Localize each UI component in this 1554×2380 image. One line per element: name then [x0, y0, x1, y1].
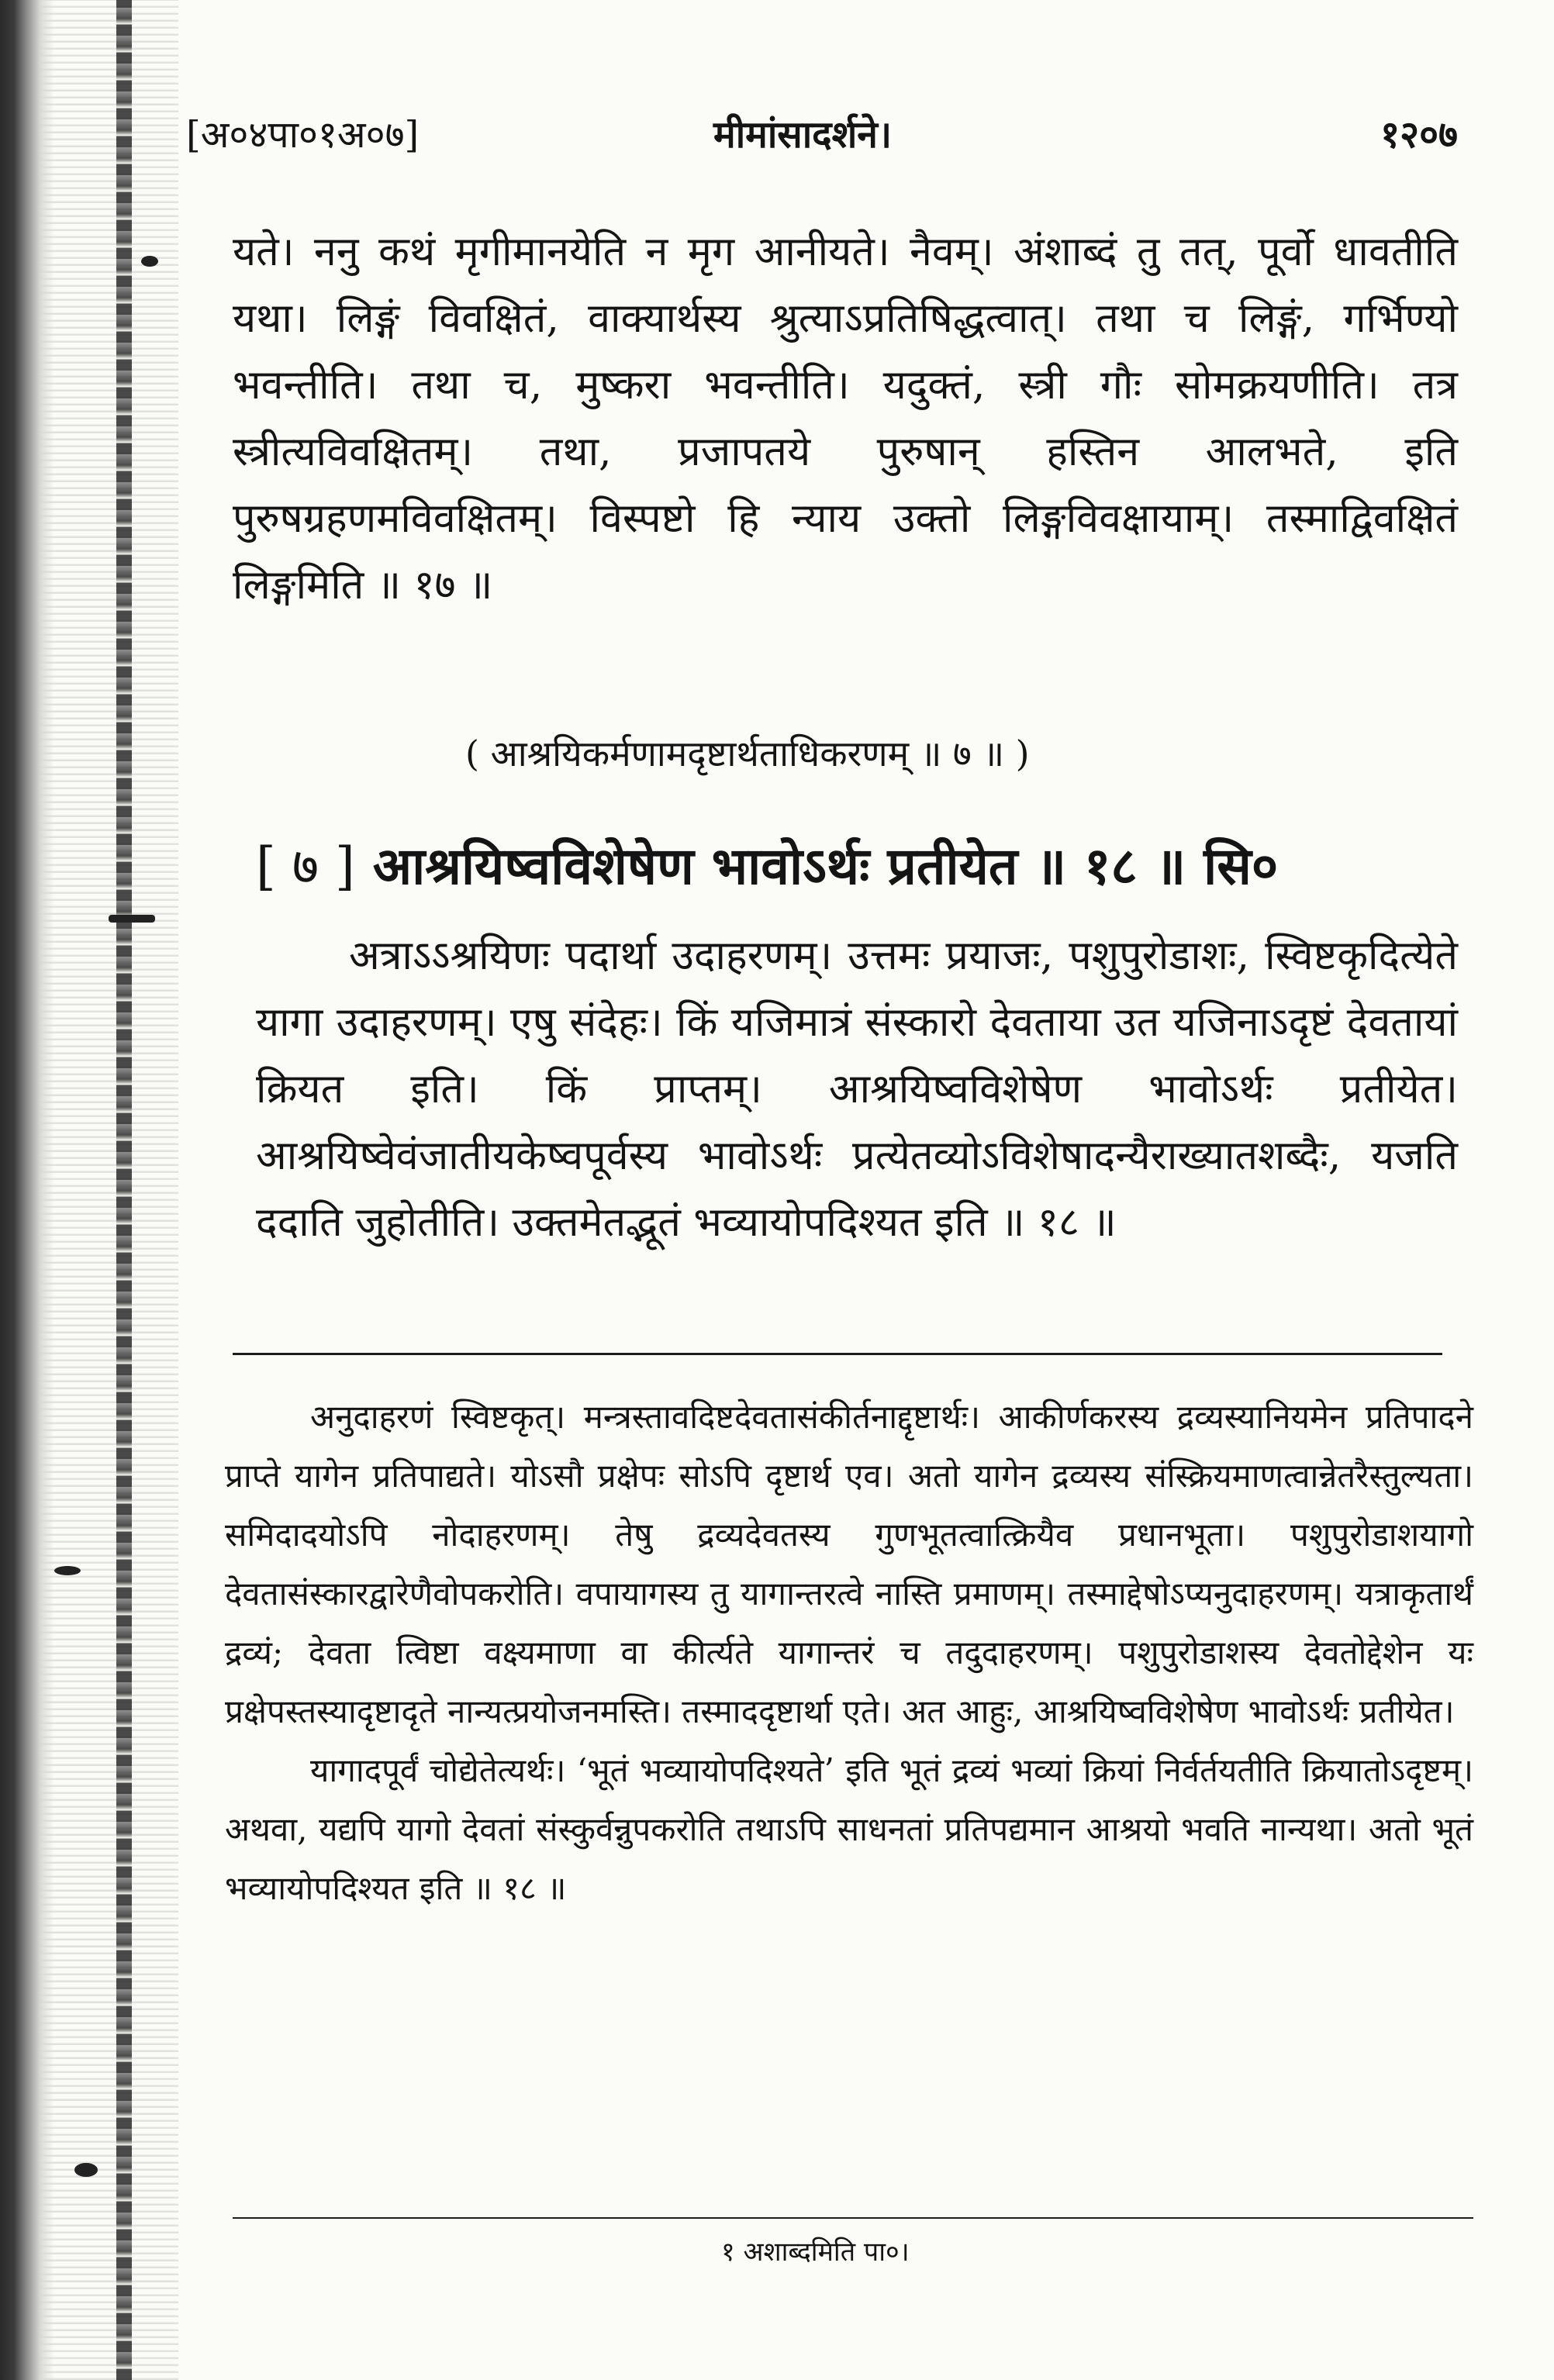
main-text-block [233, 219, 1458, 619]
footnote: १ अशाब्दमिति पा०। [721, 2237, 910, 2268]
footnote-rule [233, 2217, 1473, 2219]
sutra-text: आश्रयिष्वविशेषेण भावोऽर्थः प्रतीयेत ॥ १८ ॥ सि० [372, 836, 1279, 896]
section-title: ( आश्रयिकर्मणामदृष्टार्थताधिकरणम् ॥ ७ ॥ ) [465, 733, 1030, 774]
book-title: मीमांसादर्शने। [713, 113, 893, 157]
gloss-paragraph: यागादपूर्वं चोद्येतेत्यर्थः। ‘भूतं भव्यायोपदिश्यते’ इति भूतं द्रव्यं भव्यां क्रियां निर्वर्तयतीति क्रियातोऽदृष्टम्। अथवा, यद्यपि यागो देवतां संस्कुर्वन्नुपकरोति तथाऽपि साधनतां प्रतिपद्यमान आश्रयो भवति नान्यथा। अतो भूतं भव्यायोपदिश्यत इति ॥ १८ ॥ [225, 1751, 1473, 1907]
commentary-paragraph: अत्राऽऽश्रयिणः पदार्था उदाहरणम्। उत्तमः प्रयाजः, पशुपुरोडाशः, स्विष्टकृदित्येते यागा उदाहरणम्। एषु संदेहः। किं यजिमात्रं संस्कारो देवताया उत यजिनाऽदृष्टं देवतायां क्रियत इति। किं प्राप्तम्। आश्रयिष्वविशेषेण भावोऽर्थः प्रतीयेत। आश्रयिष्वेवंजातीयकेष्वपूर्वस्य भावोऽर्थः प्रत्येतव्योऽविशेषादन्यैराख्यातशब्दैः, यजति ददाति जुहोतीति। उक्तमेतद्भूतं भव्यायोपदिश्यत इति ॥ १८ ॥ [256, 933, 1458, 1246]
main-paragraph: यते। ननु कथं मृगीमानयेति न मृग आनीयते। नैवम्। अंशाब्दं तु तत्, पूर्वो धावतीति यथा। लिङ्गं विवक्षितं, वाक्यार्थस्य श्रुत्याऽप्रतिषिद्धत्वात्। तथा च लिङ्गं, गर्भिण्यो भवन्तीति। तथा च, मुष्करा भवन्तीति। यदुक्तं, स्त्री गौः सोमक्रयणीति। तत्र स्त्रीत्यविवक्षितम्। तथा, प्रजापतये पुरुषान् हस्तिन आलभते, इति पुरुषग्रहणमविवक्षितम्। विस्पष्टो हि न्याय उक्तो लिङ्गविवक्षायाम्। तस्माद्विवक्षितं लिङ्गमिति ॥ १७ ॥ [233, 229, 1458, 609]
chapter-reference: [अ०४पा०१अ०७] [186, 113, 420, 157]
gloss-block [225, 1388, 1473, 1918]
ink-speck [109, 915, 155, 923]
sutra-line [256, 830, 1278, 899]
page-header [186, 109, 1458, 186]
binding-spine-shadow [116, 0, 132, 2380]
scanned-page-edge [0, 0, 178, 2380]
commentary-block [256, 923, 1458, 1256]
ink-speck [74, 2163, 98, 2177]
ink-speck [141, 256, 158, 267]
gloss-paragraph: अनुदाहरणं स्विष्टकृत्। मन्त्रस्तावदिष्टदेवतासंकीर्तनाद्दृष्टार्थः। आकीर्णकरस्य द्रव्यस्यानियमेन प्रतिपादने प्राप्ते यागेन प्रतिपाद्यते। योऽसौ प्रक्षेपः सोऽपि दृष्टार्थ एव। अतो यागेन द्रव्यस्य संस्क्रियमाणत्वान्नेतरैस्तुल्यता। समिदादयोऽपि नोदाहरणम्। तेषु द्रव्यदेवतस्य गुणभूतत्वात्क्रियैव प्रधानभूता। पशुपुरोडाशयागो देवतासंस्कारद्वारेणैवोपकरोति। वपायागस्य तु यागान्तरत्वे नास्ति प्रमाणम्। तस्माद्देषोऽप्यनुदाहरणम्। यत्राकृतार्थं द्रव्यं; देवता त्विष्टा वक्ष्यमाणा वा कीर्त्यते यागान्तरं च तदुदाहरणम्। पशुपुरोडाशस्य देवतोद्देशेन यः प्रक्षेपस्तस्यादृष्टादृते नान्यत्प्रयोजनमस्ति। तस्माददृष्टार्था एते। अत आहुः, आश्रयिष्वविशेषेण भावोऽर्थः प्रतीयेत। [225, 1398, 1473, 1730]
ink-speck [54, 1566, 81, 1575]
sutra-number: [ ७ ] [256, 836, 355, 896]
separator-rule [233, 1353, 1442, 1355]
page-number: १२०७ [1380, 113, 1458, 157]
